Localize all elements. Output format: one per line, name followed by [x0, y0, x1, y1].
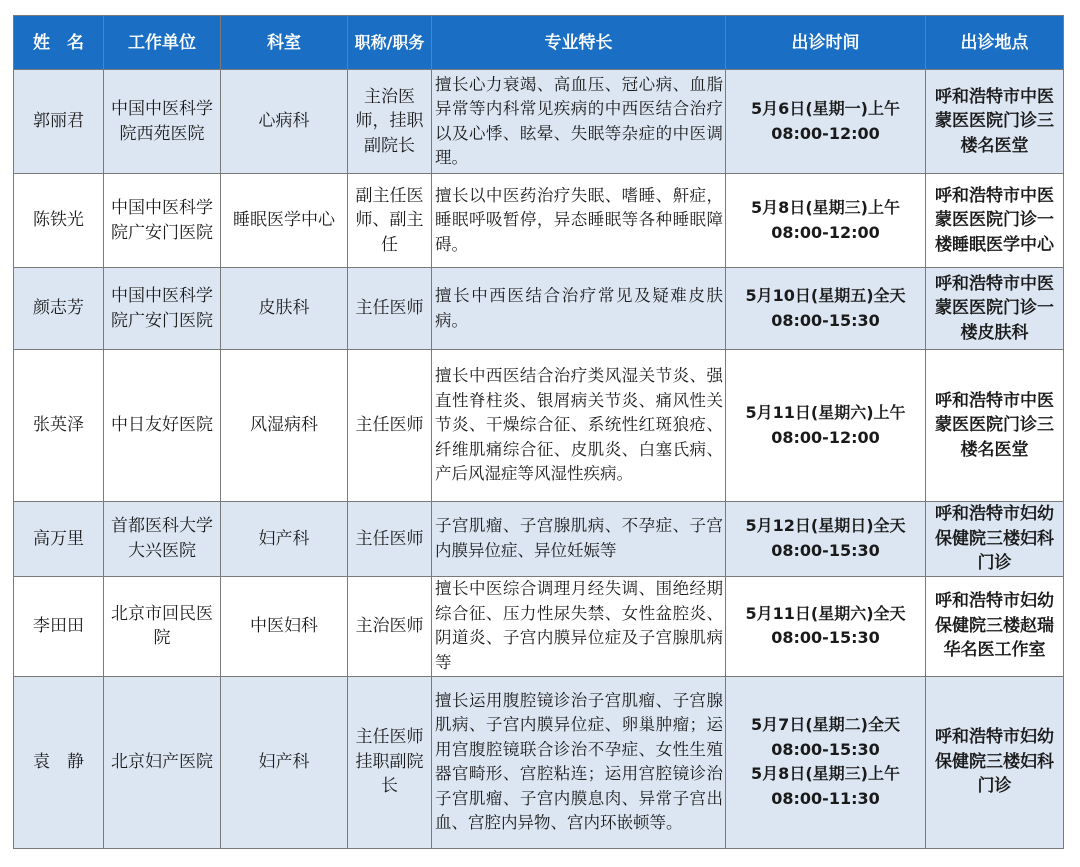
header-dept: 科室	[221, 16, 348, 70]
clinic-date: 5月10日(星期五)全天	[745, 286, 906, 305]
work-unit: 中日友好医院	[104, 350, 221, 502]
header-loc: 出诊地点	[926, 16, 1064, 70]
clinic-hours: 08:00-15:30	[771, 540, 880, 560]
job-title: 主任医师	[348, 268, 432, 350]
work-unit: 中国中医科学院广安门医院	[104, 174, 221, 268]
clinic-time	[726, 70, 926, 174]
clinic-location: 呼和浩特市中医蒙医医院门诊一楼睡眠医学中心	[926, 174, 1064, 268]
clinic-date: 5月11日(星期六)上午	[745, 403, 906, 422]
clinic-time	[726, 174, 926, 268]
specialty: 擅长心力衰竭、高血压、冠心病、血脂异常等内科常见疾病的中西医结合治疗以及心悸、眩晕、失眠等杂症的中医调理。	[432, 70, 726, 174]
clinic-hours: 08:00-12:00	[771, 427, 880, 447]
clinic-hours: 08:00-11:30	[771, 788, 880, 808]
clinic-date: 5月6日(星期一)上午	[751, 99, 900, 118]
header-row	[14, 16, 1064, 70]
schedule-table	[13, 15, 1064, 849]
work-unit: 中国中医科学院广安门医院	[104, 268, 221, 350]
department: 中医妇科	[221, 576, 348, 676]
clinic-location: 呼和浩特市妇幼保健院三楼赵瑞华名医工作室	[926, 576, 1064, 676]
job-title: 副主任医师、副主任	[348, 174, 432, 268]
department: 睡眠医学中心	[221, 174, 348, 268]
work-unit: 北京市回民医院	[104, 576, 221, 676]
clinic-time	[726, 576, 926, 676]
header-title: 职称/职务	[348, 16, 432, 70]
table-row	[14, 676, 1064, 848]
header-spec: 专业特长	[432, 16, 726, 70]
doctor-name: 高万里	[14, 502, 104, 577]
job-title: 主任医师挂职副院长	[348, 676, 432, 848]
clinic-location: 呼和浩特市中医蒙医医院门诊三楼名医堂	[926, 350, 1064, 502]
clinic-time	[726, 502, 926, 577]
work-unit: 首都医科大学大兴医院	[104, 502, 221, 577]
department: 风湿病科	[221, 350, 348, 502]
clinic-location: 呼和浩特市中医蒙医医院门诊一楼皮肤科	[926, 268, 1064, 350]
clinic-time	[726, 676, 926, 848]
clinic-location: 呼和浩特市中医蒙医医院门诊三楼名医堂	[926, 70, 1064, 174]
doctor-name: 李田田	[14, 576, 104, 676]
clinic-hours: 08:00-15:30	[771, 739, 880, 759]
job-title: 主任医师	[348, 502, 432, 577]
doctor-name: 袁 静	[14, 676, 104, 848]
table-row	[14, 268, 1064, 350]
clinic-hours: 08:00-12:00	[771, 123, 880, 143]
clinic-location: 呼和浩特市妇幼保健院三楼妇科门诊	[926, 676, 1064, 848]
clinic-date: 5月8日(星期三)上午	[751, 764, 900, 783]
clinic-hours: 08:00-15:30	[771, 628, 880, 647]
clinic-date: 5月12日(星期日)全天	[745, 516, 906, 536]
specialty: 擅长以中医药治疗失眠、嗜睡、鼾症，睡眠呼吸暂停，异态睡眠等各种睡眠障碍。	[432, 174, 726, 268]
header-unit: 工作单位	[104, 16, 221, 70]
table-row	[14, 350, 1064, 502]
department: 心病科	[221, 70, 348, 174]
header-name: 姓 名	[14, 16, 104, 70]
table-row	[14, 174, 1064, 268]
clinic-time	[726, 350, 926, 502]
work-unit: 北京妇产医院	[104, 676, 221, 848]
clinic-location: 呼和浩特市妇幼保健院三楼妇科门诊	[926, 502, 1064, 577]
header-time: 出诊时间	[726, 16, 926, 70]
specialty: 擅长中西医结合治疗常见及疑难皮肤病。	[432, 268, 726, 350]
department: 妇产科	[221, 502, 348, 577]
table-row	[14, 576, 1064, 676]
table-row	[14, 70, 1064, 174]
doctor-name: 郭丽君	[14, 70, 104, 174]
doctor-name: 陈铁光	[14, 174, 104, 268]
clinic-time	[726, 268, 926, 350]
job-title: 主治医师	[348, 576, 432, 676]
clinic-hours: 08:00-15:30	[771, 310, 880, 330]
doctor-name: 张英泽	[14, 350, 104, 502]
doctor-name: 颜志芳	[14, 268, 104, 350]
job-title: 主治医师，挂职副院长	[348, 70, 432, 174]
department: 妇产科	[221, 676, 348, 848]
clinic-date: 5月11日(星期六)全天	[745, 603, 906, 623]
specialty: 擅长中西医结合治疗类风湿关节炎、强直性脊柱炎、银屑病关节炎、痛风性关节炎、干燥综合征、系统性红斑狼疮、纤维肌痛综合征、皮肌炎、白塞氏病、产后风湿症等风湿性疾病。	[432, 350, 726, 502]
clinic-hours: 08:00-12:00	[771, 222, 880, 242]
specialty: 擅长运用腹腔镜诊治子宫肌瘤、子宫腺肌病、子宫内膜异位症、卵巢肿瘤；运用宫腹腔镜联合诊治不孕症、女性生殖器官畸形、宫腔粘连；运用宫腔镜诊治子宫肌瘤、子宫内膜息肉、异常子宫出血、宫腔内异物、宫内环嵌顿等。	[432, 676, 726, 848]
table-row	[14, 502, 1064, 577]
clinic-date: 5月8日(星期三)上午	[751, 198, 900, 217]
department: 皮肤科	[221, 268, 348, 350]
clinic-date: 5月7日(星期二)全天	[751, 715, 900, 734]
work-unit: 中国中医科学院西苑医院	[104, 70, 221, 174]
job-title: 主任医师	[348, 350, 432, 502]
specialty: 子宫肌瘤、子宫腺肌病、不孕症、子宫内膜异位症、异位妊娠等	[432, 502, 726, 577]
specialty: 擅长中医综合调理月经失调、围绝经期综合征、压力性尿失禁、女性盆腔炎、阴道炎、子宫内膜异位症及子宫腺肌病等	[432, 576, 726, 676]
